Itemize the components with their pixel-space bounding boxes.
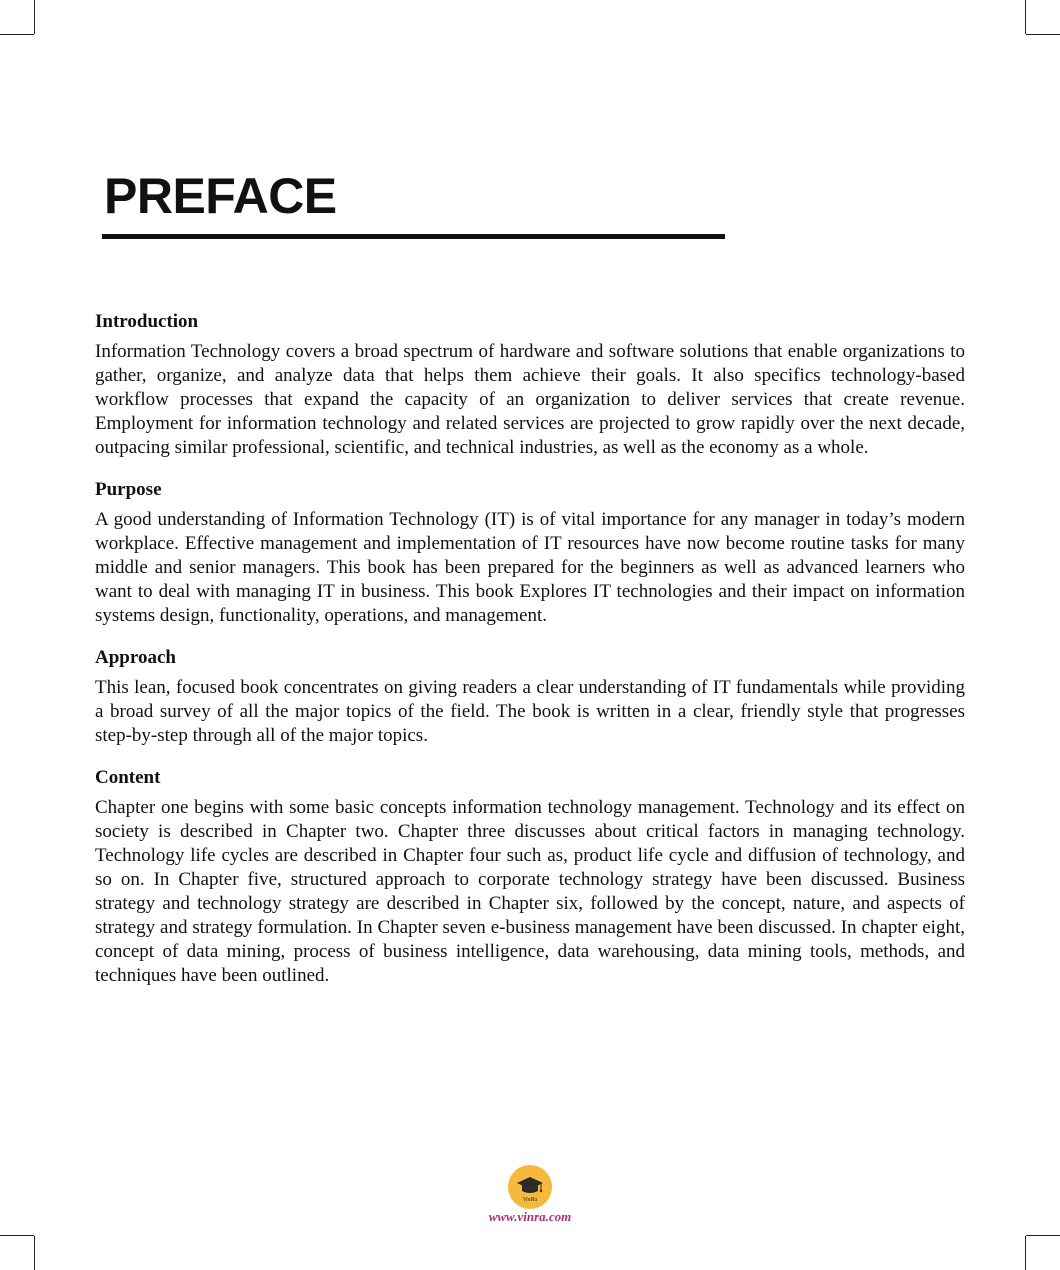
preface-content (95, 310, 965, 1006)
crop-mark-bottom-right-vertical (1025, 1236, 1026, 1270)
crop-mark-top-left-vertical (34, 0, 35, 34)
crop-mark-bottom-left-vertical (34, 1236, 35, 1270)
logo-wordmark: VinRa (522, 1197, 538, 1203)
section-body: Information Technology covers a broad spectrum of hardware and software solutions that enable organizations to gather, organize, and analyze data that helps them achieve their goals. It also specifics technology-based workflow processes that expand the capacity of an organization to deliver services that create revenue. Employment for information technology and related services are projected to grow rapidly over the next decade, outpacing similar professional, scientific, and technical industries, as well as the economy as a whole. (95, 341, 965, 458)
graduation-cap-icon (508, 1165, 552, 1209)
crop-mark-bottom-right-horizontal (1026, 1235, 1060, 1236)
section-body: A good understanding of Information Technology (IT) is of vital importance for any manager in today’s modern workplace. Effective management and implementation of IT resources have now become routine tasks for many middle and senior managers. This book has been prepared for the beginners as well as advanced learners who want to deal with managing IT in business. This book Explores IT technologies and their impact on information systems design, functionality, operations, and management. (95, 509, 965, 626)
section-body: Chapter one begins with some basic concepts information technology management. Technology and its effect on society is described in Chapter two. Chapter three discusses about critical factors in managing technology. Technology life cycles are described in Chapter four such as, product life cycle and diffusion of technology, and so on. In Chapter five, structured approach to corporate technology strategy have been discussed. Business strategy and technology strategy are described in Chapter six, followed by the concept, nature, and aspects of strategy and strategy formulation. In Chapter seven e-business management have been discussed. In chapter eight, concept of data mining, process of business intelligence, data warehousing, data mining tools, methods, and techniques have been outlined. (95, 797, 965, 986)
section-heading: Introduction (95, 311, 199, 332)
section-heading: Approach (95, 647, 176, 668)
publisher-logo (508, 1165, 552, 1209)
crop-mark-top-right-vertical (1025, 0, 1026, 34)
section-heading: Content (95, 767, 161, 788)
publisher-website[interactable]: www.vinra.com (488, 1209, 572, 1224)
crop-mark-top-left-horizontal (0, 34, 34, 35)
section-body: This lean, focused book concentrates on giving readers a clear understanding of IT fundamentals while providing a broad survey of all the major topics of the field. The book is written in a clear, friendly style that progresses step-by-step through all of the major topics. (95, 677, 965, 746)
crop-mark-top-right-horizontal (1026, 34, 1060, 35)
title-underline (102, 234, 725, 239)
section-approach (95, 646, 965, 748)
section-content (95, 766, 965, 988)
section-purpose (95, 478, 965, 628)
page-title: PREFACE (104, 168, 337, 224)
section-heading: Purpose (95, 479, 162, 500)
section-introduction (95, 310, 965, 460)
crop-mark-bottom-left-horizontal (0, 1235, 34, 1236)
